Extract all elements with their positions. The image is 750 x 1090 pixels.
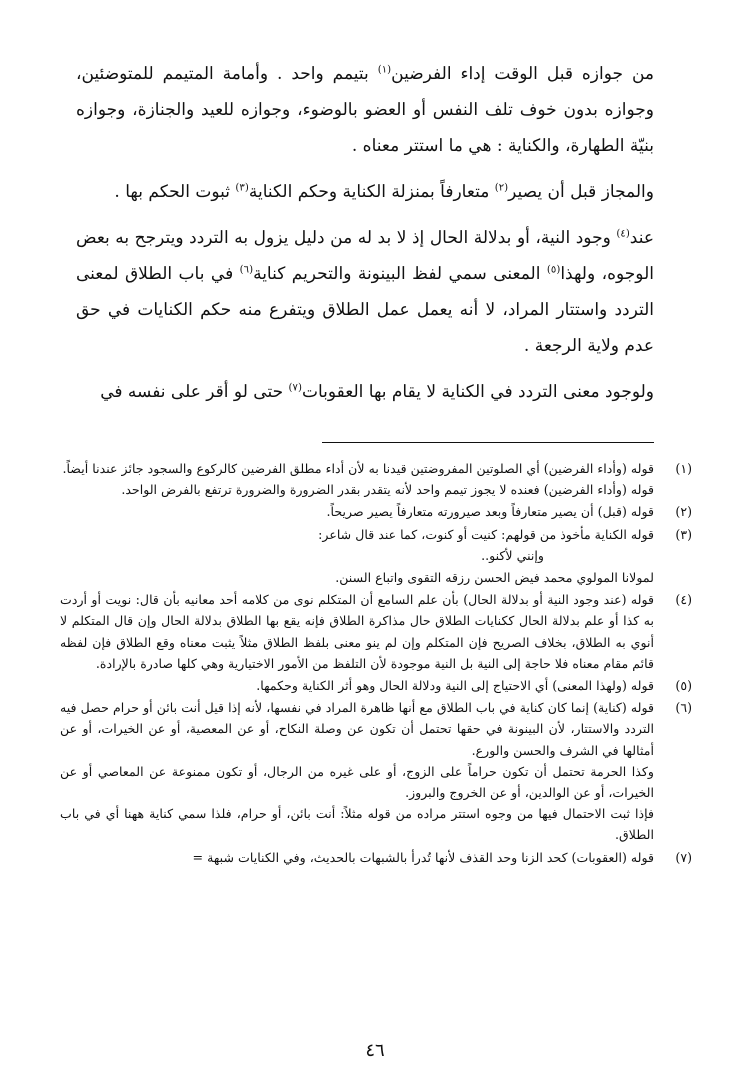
footnote-continuation [60, 567, 692, 588]
footnote [60, 847, 692, 868]
footnote [60, 675, 692, 696]
footnote-text: فإذا ثبت الاحتمال فيها من وجوه استتر مراده من قوله مثلاً: أنت بائن، أو حرام، فلذا سمي كناية ههنا أي في باب الطلاق. [60, 806, 654, 843]
footnote-number: (٣) [675, 526, 692, 542]
footnote-text: لمولانا المولوي محمد فيض الحسن رزقه التقوى واتباع السنن. [335, 570, 654, 586]
main-text [76, 56, 654, 420]
footnote-ref[interactable]: (١) [377, 64, 392, 76]
page-number: ٤٦ [365, 1040, 385, 1061]
footnote [60, 458, 692, 500]
footnote-text: وكذا الحرمة تحتمل أن تكون حراماً على الزوج، أو على غيره من الرجال، أو تكون ممنوعة عن المعاصي أو عن الخيرات، أو عن الوالدين، أو عن الخروج والبروز. [60, 763, 654, 801]
footnote-text: قوله (عند وجود النية أو بدلالة الحال) بأن علم السامع أن المتكلم نوى من كلامه أحد معانيه بأن قال: نويت أو أردت به كذا أو علم بدلالة الحال ككنايات الطلاق حال مذاكرة الطلاق فإنه يقع بها الطلاق بدلالة الحال وإن قال المتكلم لا أنوي به الطلاق، بخلاف الصريح فإن المتكلم وإن لم ينو معنى بلفظ الطلاق مثلاً يثبت معناه وقع الطلاق فإن لفظه قائم مقام معناه فلا حاجة إلى النية بل النية موجودة لأن التلفظ من الأمور الاختيارية وهي كلها صادرة بالإرادة. [60, 592, 654, 671]
paragraph: والمجاز قبل أن يصير$^{(٢)}$ متعارفاً بمنزلة الكناية وحكم الكناية$^{(٣)}$ ثبوت الحكم بها . [114, 182, 654, 202]
footnote [60, 589, 692, 674]
footnote-ref[interactable]: (٥) [546, 264, 561, 276]
footnote-number: (٢) [675, 504, 692, 520]
footnote-number: (٤) [675, 592, 692, 608]
footnote [60, 524, 692, 566]
footnote-number: (٧) [675, 849, 692, 865]
footnote-text: قوله (العقوبات) كحد الزنا وحد القذف لأنها تُدرأ بالشبهات بالحديث، وفي الكنايات شبهة = [192, 849, 654, 865]
footnote-ref[interactable]: (٤) [616, 228, 630, 240]
footnote-ref[interactable]: (٦) [239, 264, 254, 276]
footnote-ref[interactable]: (٧) [288, 382, 302, 394]
footnote-text: قوله (كناية) إنما كان كناية في باب الطلاق مع أنها ظاهرة المراد في نفسها، لأنه إذا قيل أنت بائن أو حرام حصل فيه التردد والاستتار، لأن البينونة في حقها تحتمل أن تكون عن وصلة النكاح، أو عن المعصية، أو عن الخيرات، أو عن أمثالها في الشرف والحسن والورع. [60, 700, 654, 758]
footnote-number: (٦) [675, 700, 692, 716]
footnote-ref[interactable]: (٣) [235, 182, 249, 194]
footnote-number: (١) [675, 461, 692, 476]
footnote-text: قوله الكناية مأخوذ من قولهم: كنيت أو كنوت، كما عند قال شاعر: [318, 526, 654, 542]
footnote-text: قوله (وأداء الفرضين) أي الصلوتين المفروضتين قيدنا به لأن أداء مطلق الفرضين كالركوع والسجود جائز عندنا أيضاً. [62, 461, 654, 476]
footnote-text: قوله (قبل) أن يصير متعارفاً وبعد صيرورته متعارفاً يصير صريحاً. [326, 504, 654, 520]
paragraph: عند$^{(٤)}$ وجود النية، أو بدلالة الحال إذ لا بد له من دليل يزول به التردد ويترجح به بعض الوجوه، ولهذا$^{(٥)}$ المعنى سمي لفظ البينونة والتحريم كناية$^{(٦)}$ في باب الطلاق لمعنى التردد واستتار المراد، لا أنه يعمل عمل الطلاق ويتفرع منه حكم الكنايات في حق عدم ولاية الرجعة . [76, 228, 654, 356]
footnote-ref[interactable]: (٢) [494, 182, 509, 194]
footnote [60, 697, 692, 845]
footnote-text: قوله (وأداء الفرضين) فعنده لا يجوز تيمم واحد لأنه يتقدر بقدر الضرورة والضرورة ترتفع بالفرض الواحد. [121, 482, 654, 498]
paragraph: من جوازه قبل الوقت إداء الفرضين$^{(١)}$ بتيمم واحد . وأمامة المتيمم للمتوضئين، وجوازه بدون خوف تلف النفس أو العضو بالوضوء، وجوازه للعيد والجنازة، وجوازه بنيّة الطهارة، والكناية : هي ما استتر معناه . [76, 64, 654, 156]
footnote-text: قوله (ولهذا المعنى) أي الاحتياج إلى النية ودلالة الحال وهو أثر الكناية وحكمها. [256, 678, 654, 694]
verse-line: وإنني لأكنو.. [481, 547, 544, 563]
footnote-number: (٥) [675, 678, 692, 694]
footnote [60, 501, 692, 522]
paragraph: ولوجود معنى التردد في الكناية لا يقام بها العقوبات$^{(٧)}$ حتى لو أقر على نفسه في [100, 382, 654, 402]
footnote-separator [322, 442, 654, 443]
footnotes [60, 458, 692, 869]
